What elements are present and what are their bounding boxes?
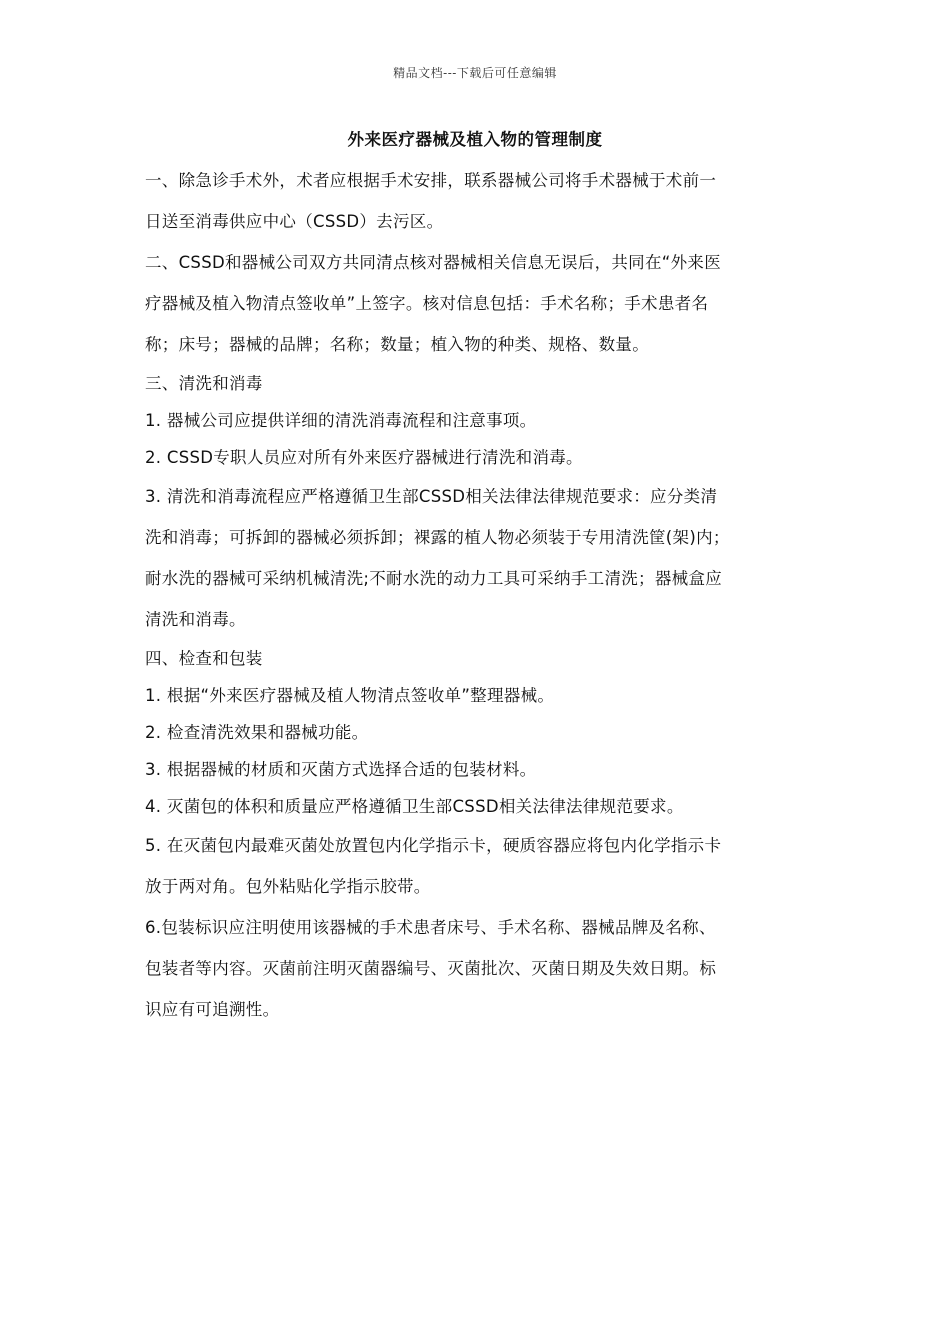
section-3-item-1: 1. 器械公司应提供详细的清洗消毒流程和注意事项。 bbox=[145, 411, 537, 430]
page-header: 精品文档---下载后可任意编辑 bbox=[393, 66, 557, 80]
section-3-item-3-line-2: 洗和消毒；可拆卸的器械必须拆卸；裸露的植人物必须装于专用清洗筐(架)内； bbox=[145, 528, 730, 547]
section-4-item-6-line-3: 识应有可追溯性。 bbox=[145, 1000, 280, 1019]
document-title: 外来医疗器械及植入物的管理制度 bbox=[347, 130, 603, 149]
section-4-item-1: 1. 根据“外来医疗器械及植人物清点签收单”整理器械。 bbox=[145, 686, 555, 705]
document-body bbox=[145, 160, 810, 1030]
section-3-item-3-line-4: 清洗和消毒。 bbox=[145, 610, 246, 629]
section-2-line-1: 二、CSSD和器械公司双方共同清点核对器械相关信息无误后，共同在“外来医 bbox=[145, 253, 722, 272]
section-3-heading: 三、清洗和消毒 bbox=[145, 374, 263, 393]
section-3-item-2: 2. CSSD专职人员应对所有外来医疗器械进行清洗和消毒。 bbox=[145, 448, 583, 467]
section-4-item-6-line-1: 6.包装标识应注明使用该器械的手术患者床号、手术名称、器械品牌及名称、 bbox=[145, 918, 716, 937]
section-4-item-6-line-2: 包装者等内容。灭菌前注明灭菌器编号、灭菌批次、灭菌日期及失效日期。标 bbox=[145, 959, 717, 978]
section-2-line-3: 称；床号；器械的品牌；名称；数量；植入物的种类、规格、数量。 bbox=[145, 335, 649, 354]
section-1-line-1: 一、除急诊手术外，术者应根据手术安排，联系器械公司将手术器械于术前一 bbox=[145, 171, 717, 190]
section-1-line-2: 日送至消毒供应中心（CSSD）去污区。 bbox=[145, 212, 444, 231]
section-4-item-5-line-1: 5. 在灭菌包内最难灭菌处放置包内化学指示卡，硬质容器应将包内化学指示卡 bbox=[145, 836, 722, 855]
section-4-item-4: 4. 灭菌包的体积和质量应严格遵循卫生部CSSD相关法律法律规范要求。 bbox=[145, 797, 684, 816]
section-3-item-3-line-1: 3. 清洗和消毒流程应严格遵循卫生部CSSD相关法律法律规范要求：应分类清 bbox=[145, 487, 718, 506]
section-4-item-5-line-2: 放于两对角。包外粘贴化学指示胶带。 bbox=[145, 877, 431, 896]
section-4-item-2: 2. 检查清洗效果和器械功能。 bbox=[145, 723, 369, 742]
section-4-item-3: 3. 根据器械的材质和灭菌方式选择合适的包装材料。 bbox=[145, 760, 537, 779]
section-4-heading: 四、检查和包装 bbox=[145, 649, 263, 668]
section-2-line-2: 疗器械及植入物清点签收单”上签字。核对信息包括：手术名称；手术患者名 bbox=[145, 294, 709, 313]
section-3-item-3-line-3: 耐水洗的器械可采纳机械清洗;不耐水洗的动力工具可采纳手工清洗；器械盒应 bbox=[145, 569, 723, 588]
